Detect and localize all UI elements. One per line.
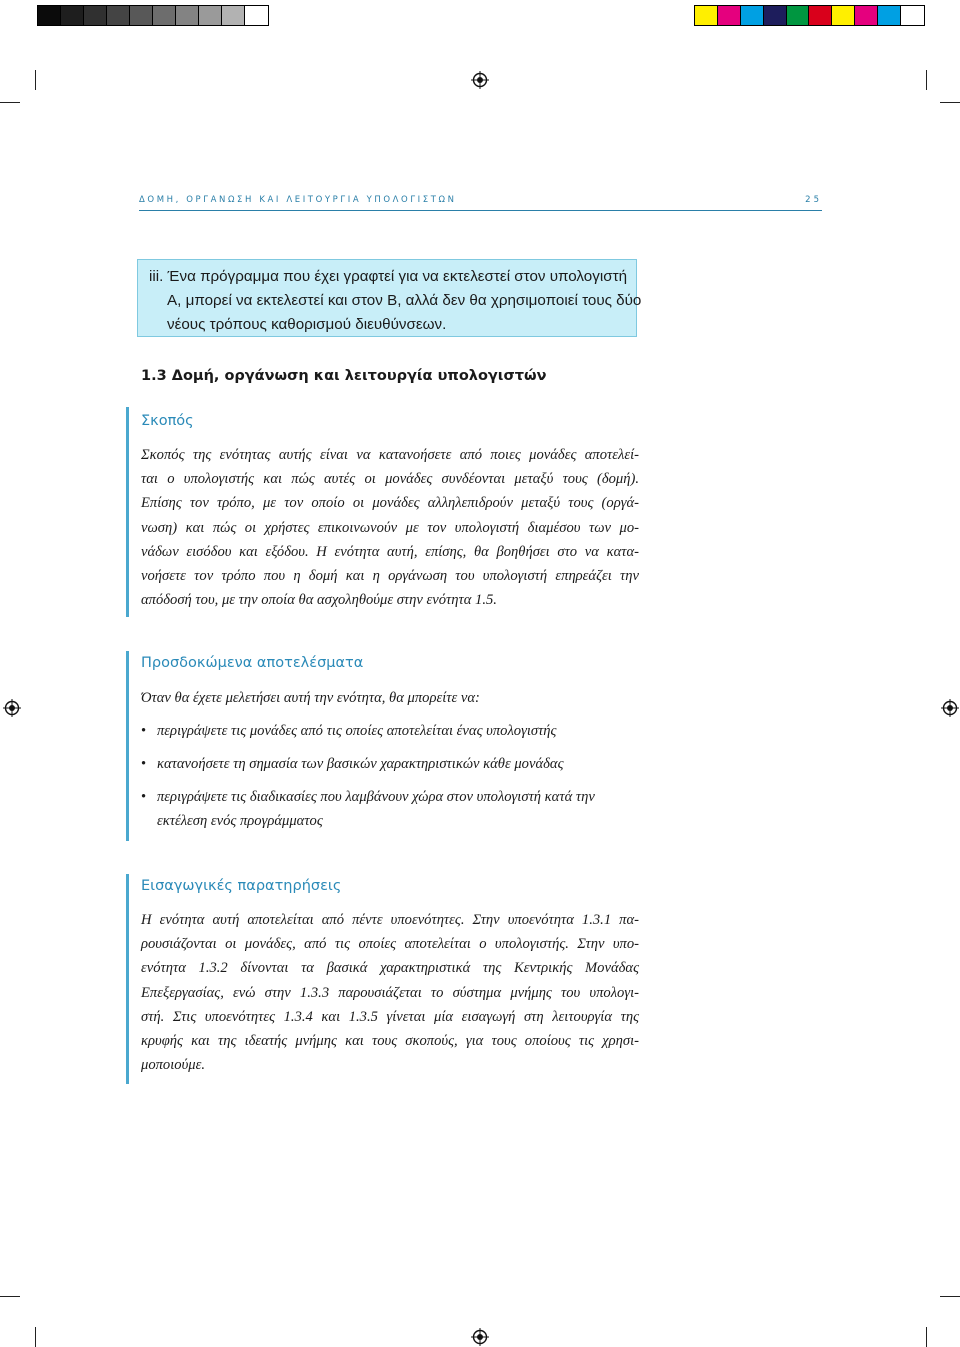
bullet-icon: • (141, 789, 147, 805)
gray-swatch (84, 6, 107, 25)
box-line: iii. Ένα πρόγραμμα που έχει γραφτεί για να εκτελεστεί στον υπολογιστή (149, 268, 628, 285)
gray-swatch (153, 6, 176, 25)
registration-mark-icon (3, 699, 21, 717)
paragraph-line: στή. Στις υποενότητες 1.3.4 και 1.3.5 γίνεται μία εισαγωγή στη λειτουργία της (141, 1008, 639, 1025)
paragraph-line: μοποιούμε. (141, 1057, 206, 1074)
outcome-text: κατανοήσετε τη σημασία των βασικών χαρακτηριστικών κάθε μονάδας (157, 756, 564, 772)
color-swatch (695, 6, 718, 25)
crop-mark (35, 1327, 36, 1347)
bullet-icon: • (141, 756, 147, 772)
color-swatch (809, 6, 832, 25)
grayscale-calibration-strip (37, 5, 269, 26)
color-swatch (741, 6, 764, 25)
gray-swatch (222, 6, 245, 25)
paragraph-line: νάδων εισόδου και εξόδου. Η ενότητα αυτή, επίσης, θα βοηθήσει στο να κατα- (141, 543, 639, 560)
intro-notes-paragraph (141, 908, 639, 1077)
paragraph-line: ρουσιάζονται οι μονάδες, από τις οποίες αποτελείται ο υπολογιστής. Στην υπο- (141, 936, 639, 953)
purpose-sidebar (126, 407, 129, 617)
gray-swatch (107, 6, 130, 25)
outcomes-heading: Προσδοκώμενα αποτελέσματα (141, 655, 364, 671)
crop-mark (926, 70, 927, 90)
paragraph-line: κρυφής και της ιδεατής μνήμης και τους σκοπούς, για τους οποίους τις χρησι- (141, 1033, 639, 1050)
paragraph-line: Η ενότητα αυτή αποτελείται από πέντε υποενότητες. Στην υποενότητα 1.3.1 πα- (141, 912, 639, 928)
crop-mark (940, 1296, 960, 1297)
running-title: ΔΟΜΗ, ΟΡΓΑΝΩΣΗ ΚΑΙ ΛΕΙΤΟΥΡΓΙΑ ΥΠΟΛΟΓΙΣΤΩΝ (139, 195, 457, 205)
page-number: 25 (805, 195, 822, 205)
paragraph-line: Επίσης τον τρόπο, με τον οποίο οι μονάδες αλληλεπιδρούν μεταξύ τους (οργά- (141, 495, 639, 512)
bullet-icon: • (141, 723, 147, 739)
paragraph-line: Σκοπός της ενότητας αυτής είναι να κατανοήσετε από ποιες μονάδες αποτελεί- (141, 447, 639, 463)
registration-mark-icon (471, 1328, 489, 1346)
color-swatch (901, 6, 924, 25)
gray-swatch (130, 6, 153, 25)
outcome-text: περιγράψετε τις διαδικασίες που λαμβάνουν χώρα στον υπολογιστή κατά την (157, 789, 595, 805)
gray-swatch (61, 6, 84, 25)
color-swatch (718, 6, 741, 25)
box-line: Α, μπορεί να εκτελεστεί και στον Β, αλλά δεν θα χρησιμοποιεί τους δύο (167, 292, 642, 309)
intro-notes-sidebar (126, 874, 129, 1084)
intro-notes-heading: Εισαγωγικές παρατηρήσεις (141, 878, 342, 894)
color-swatch (787, 6, 810, 25)
color-swatch (764, 6, 787, 25)
paragraph-line: Επεξεργασίας, ενώ στην 1.3.3 παρουσιάζεται το σύστημα μνήμης του υπολογι- (141, 984, 639, 1001)
paragraph-line: απόδοσή του, με την οποία θα ασχοληθούμε στην ενότητα 1.5. (141, 592, 497, 609)
purpose-paragraph (141, 443, 639, 612)
gray-swatch (38, 6, 61, 25)
outcome-text: περιγράψετε τις μονάδες από τις οποίες αποτελείται ένας υπολογιστής (157, 723, 557, 739)
section-title: 1.3 Δομή, οργάνωση και λειτουργία υπολογιστών (141, 368, 547, 384)
paragraph-line: ενότητα 1.3.2 δίνονται τα βασικά χαρακτηριστικά της Κεντρικής Μονάδας (141, 960, 639, 977)
gray-swatch (176, 6, 199, 25)
color-swatch (855, 6, 878, 25)
intro-line: Όταν θα έχετε μελετήσει αυτή την ενότητα, θα μπορείτε να: (141, 690, 480, 706)
crop-mark (926, 1327, 927, 1347)
outcomes-intro (141, 686, 639, 710)
outcomes-sidebar (126, 651, 129, 841)
purpose-heading: Σκοπός (141, 413, 194, 429)
box-line: νέους τρόπους καθορισμού διευθύνσεων. (167, 316, 447, 333)
color-swatch (832, 6, 855, 25)
gray-swatch (245, 6, 268, 25)
crop-mark (940, 102, 960, 103)
registration-mark-icon (941, 699, 959, 717)
exercise-answer-box (137, 259, 642, 337)
crop-mark (35, 70, 36, 90)
color-calibration-strip (694, 5, 925, 26)
crop-mark (0, 1296, 20, 1297)
registration-mark-icon (471, 71, 489, 89)
paragraph-line: ται ο υπολογιστής και πώς αυτές οι μονάδες συνδέονται μεταξύ τους (δομή). (141, 471, 639, 488)
paragraph-line: νωση) και πώς οι χρήστες επικοινωνούν με τον υπολογιστή διαμέσου των μο- (141, 519, 639, 536)
outcome-text: εκτέλεση ενός προγράμματος (157, 813, 323, 829)
color-swatch (878, 6, 901, 25)
crop-mark (0, 102, 20, 103)
paragraph-line: νοήσετε τον τρόπο που η δομή και η οργάνωση του υπολογιστή επηρεάζει την (141, 568, 639, 585)
header-rule (139, 210, 822, 211)
gray-swatch (199, 6, 222, 25)
